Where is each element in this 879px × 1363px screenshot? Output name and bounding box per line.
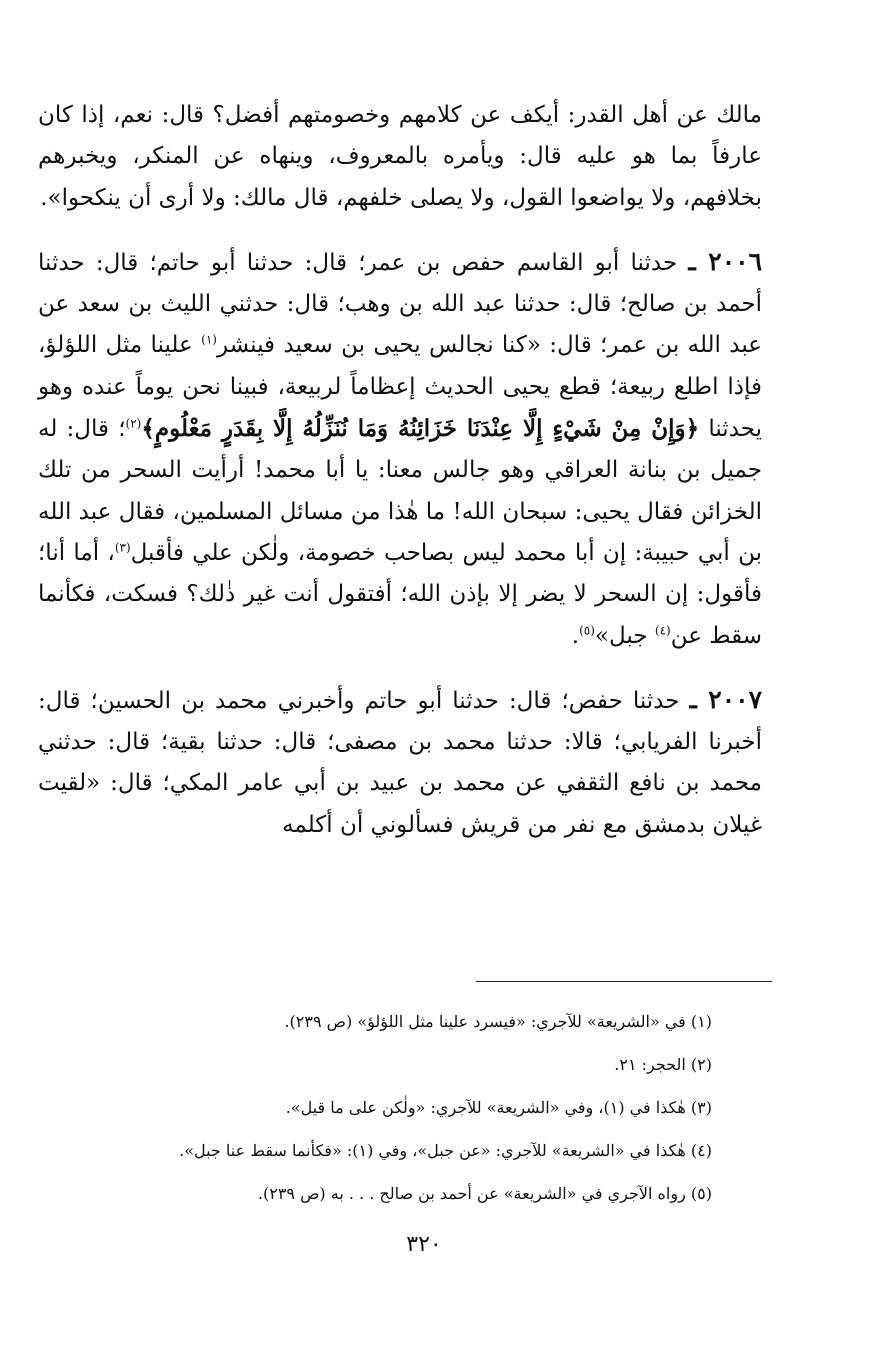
hadith-text: ، أما أنا؛ فأقول: إن السحر لا يضر إلا بإذن الله؛ أفتقول أنت غير ذٰلك؟ فسكت، فكأنما سقط عن <box>38 539 762 649</box>
footnote-ref: (١) <box>201 332 217 347</box>
hadith-text: . <box>571 622 580 649</box>
page-number: ٣٢٠ <box>406 1232 442 1257</box>
footnote: (٤) هٰكذا في «الشريعة» للآجري: «عن جبل»، وفي (١): «فكأنما سقط عنا جبل». <box>179 1141 712 1160</box>
footnote: (٥) رواه الآجري في «الشريعة» عن أحمد بن صالح . . . به (ص ٢٣٩). <box>257 1184 712 1203</box>
footnote-ref: (٤) <box>654 622 671 637</box>
continuation-paragraph <box>38 95 762 219</box>
footnote: (١) في «الشريعة» للآجري: «فيسرد علينا مثل اللؤلؤ» (ص ٢٣٩). <box>284 1012 712 1031</box>
footnote-ref: (٢) <box>125 416 142 431</box>
main-text <box>38 95 762 846</box>
hadith-2007-paragraph <box>38 679 762 846</box>
footnote-ref: (٣) <box>114 540 131 555</box>
hadith-number: ٢٠٠٦ ـ <box>688 246 763 276</box>
footnote: (٣) هٰكذا في (١)، وفي «الشريعة» للآجري: «ولٰكن على ما قيل». <box>285 1098 712 1117</box>
hadith-number: ٢٠٠٧ ـ <box>689 684 762 714</box>
hadith-2006-paragraph <box>38 241 762 657</box>
quran-verse: ﴿وَإِنْ مِنْ شَيْءٍ إِلَّا عِنْدَنَا خَزَائِنُهُ وَمَا نُنَزِّلُهُ إِلَّا بِقَدَرٍ مَعْلُومٍ﴾ <box>141 415 700 443</box>
hadith-text: ؛ قال: له جميل بن بنانة العراقي وهو جالس معنا: يا أبا محمد! أرأيت السحر من تلك الخزائن فقال يحيى: سبحان الله! ما هٰذا من مسائل المسلمين، فقال عبد الله بن أبي حبيبة: إن أبا محمد ليس بصاحب خصومة، ولٰكن علي فأقبل <box>38 416 763 566</box>
hadith-text: حدثنا حفص؛ قال: حدثنا أبو حاتم وأخبرني محمد بن الحسين؛ قال: أخبرنا الفريابي؛ قالا: حدثنا محمد بن مصفى؛ قال: حدثنا بقية؛ قال: حدثني محمد بن نافع الثقفي عن محمد بن عبيد بن أبي عامر المكي؛ قال: «لقيت غيلان بدمشق مع نفر من قريش فسألوني أن أكلمه <box>38 687 762 838</box>
footnote-divider <box>476 981 772 982</box>
continuation-text: مالك عن أهل القدر: أيكف عن كلامهم وخصومتهم أفضل؟ قال: نعم، إذا كان عارفاً بما هو عليه قال: ويأمره بالمعروف، وينهاه عن المنكر، ويخبرهم بخلافهم، ولا يواضعوا القول، ولا يصلى خلفهم، قال مالك: ولا أرى أن ينكحوا». <box>38 102 762 211</box>
hadith-text: حدثنا أبو القاسم حفص بن عمر؛ قال: حدثنا أبو حاتم؛ قال: حدثنا أحمد بن صالح؛ قال: حدثنا عبد الله بن وهب؛ قال: حدثني الليث بن سعد عن عبد الله بن عمر؛ قال: «كنا نجالس يحيى بن سعيد فينشر <box>38 249 763 359</box>
footnote: (٢) الحجر: ٢١. <box>614 1055 712 1074</box>
hadith-text: جبل» <box>594 622 648 649</box>
footnotes <box>170 1000 712 1215</box>
hadith-text: علينا مثل اللؤلؤ، فإذا اطلع ربيعة؛ قطع يحيى الحديث إعظاماً لربيعة، فبينا نحن يوماً عنده وهو يحدثنا <box>38 332 763 443</box>
footnote-ref: (٥) <box>579 622 595 637</box>
